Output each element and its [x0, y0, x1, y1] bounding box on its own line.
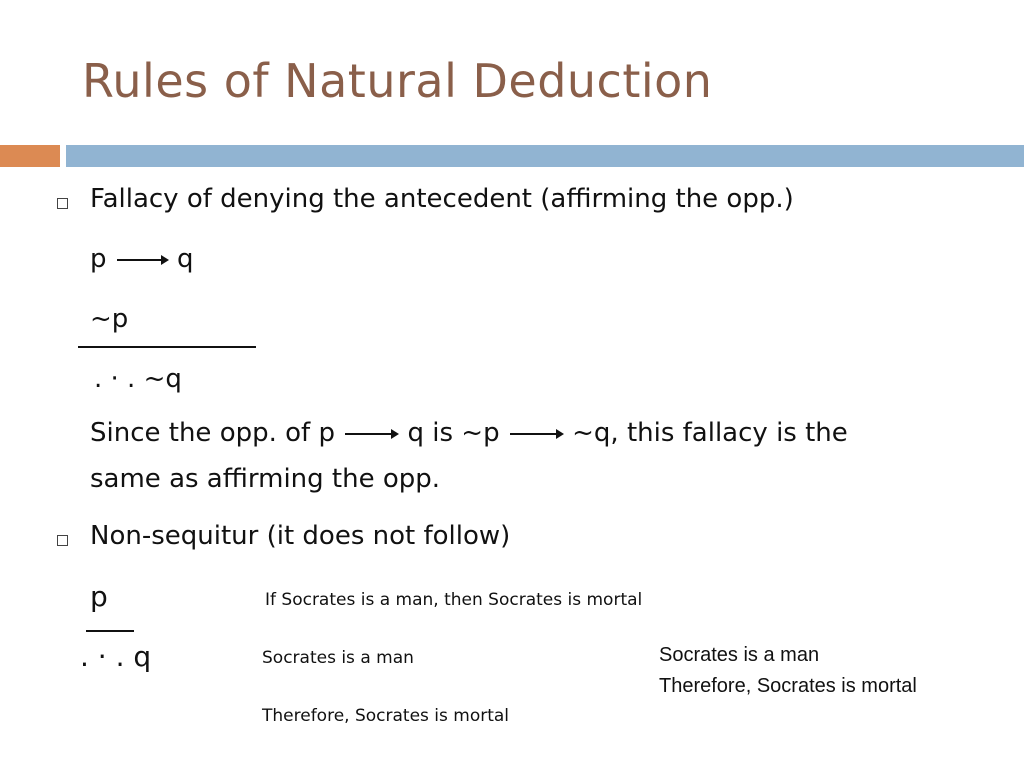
implication-arrow-icon [115, 253, 169, 267]
accent-bar-blue [66, 145, 1024, 167]
example-line-conditional: If Socrates is a man, then Socrates is mortal [265, 590, 643, 610]
therefore-symbol: . · . [80, 640, 125, 673]
bullet-text-non-sequitur: Non-sequitur (it does not follow) [90, 521, 511, 551]
accent-bar-orange [0, 145, 60, 167]
explanation-part-3: ~q, this fallacy is the [572, 418, 848, 448]
implication-arrow-icon [508, 427, 564, 441]
explanation-part-2: q is ~p [407, 418, 500, 448]
implication-arrow-icon [343, 427, 399, 441]
example-box-conclusion: Therefore, Socrates is mortal [659, 675, 917, 697]
conclusion-1 [94, 364, 182, 394]
conclusion-2-text: q [133, 640, 152, 673]
premise-2: ~p [90, 304, 129, 334]
slide-title: Rules of Natural Deduction [82, 54, 713, 108]
premise-1 [90, 244, 194, 274]
bullet-square-icon [57, 535, 68, 546]
explanation-line-2: same as affirming the opp. [90, 464, 441, 494]
bullet-square-icon [57, 198, 68, 209]
example-line-conclusion: Therefore, Socrates is mortal [262, 706, 510, 726]
example-box-premise: Socrates is a man [659, 644, 820, 666]
explanation-part-1: Since the opp. of p [90, 418, 335, 448]
premise-1-right: q [177, 244, 194, 274]
example-line-premise: Socrates is a man [262, 648, 414, 668]
premise-p: p [90, 580, 108, 613]
bullet-text-denying-antecedent: Fallacy of denying the antecedent (affirming the opp.) [90, 184, 794, 214]
therefore-symbol: . · . [94, 364, 136, 394]
argument-1-divider [78, 346, 256, 348]
conclusion-1-text: ~q [143, 364, 182, 394]
premise-1-left: p [90, 244, 107, 274]
conclusion-2 [80, 640, 151, 673]
explanation-line-1 [90, 418, 848, 448]
argument-2-divider [86, 630, 134, 632]
